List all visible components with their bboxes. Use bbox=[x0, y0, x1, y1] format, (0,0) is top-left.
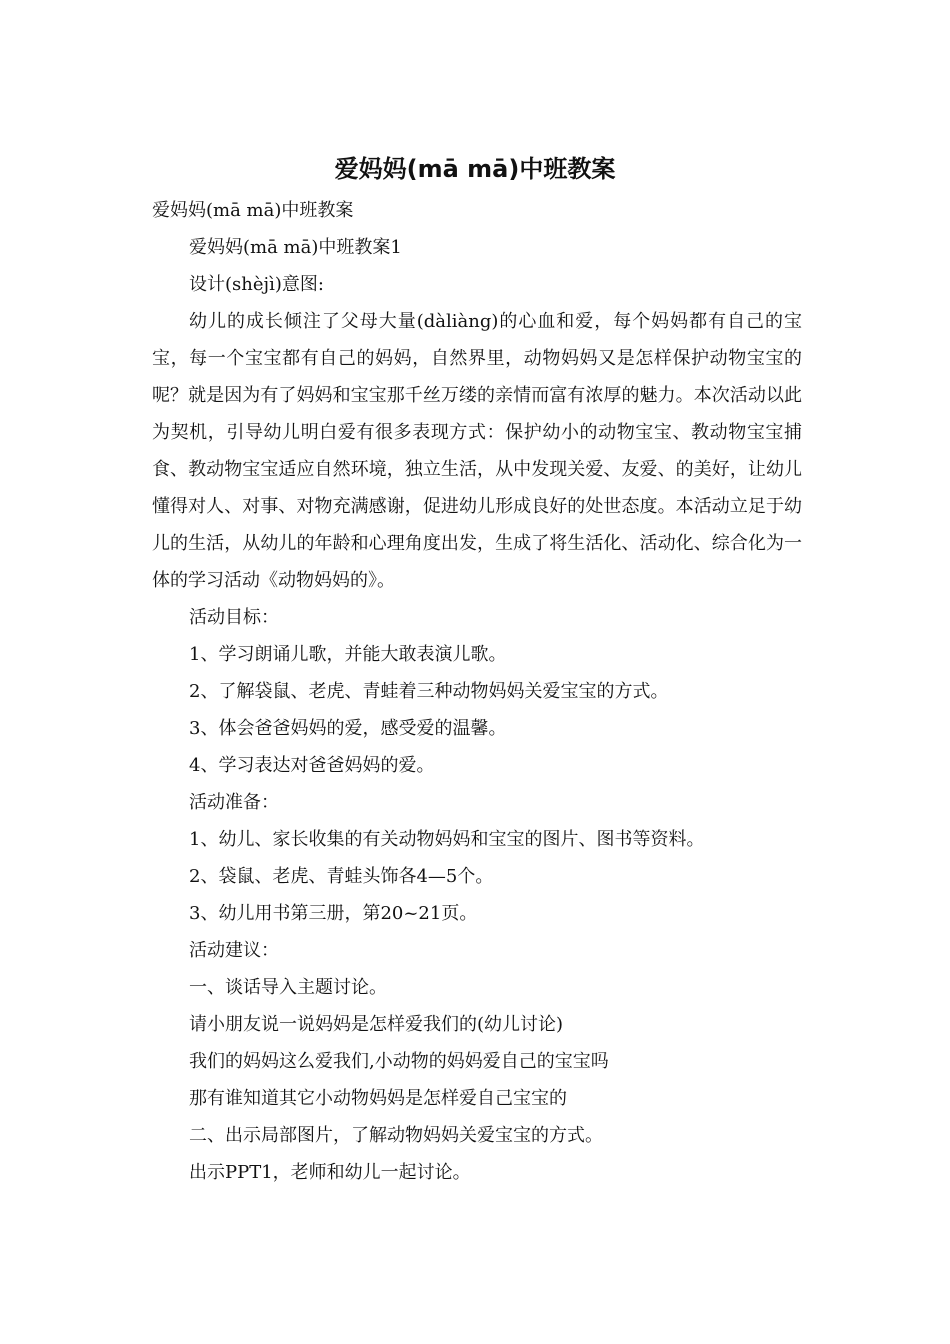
goal-item: 2、了解袋鼠、老虎、青蛙着三种动物妈妈关爱宝宝的方式。 bbox=[189, 681, 669, 702]
step-text: 那有谁知道其它小动物妈妈是怎样爱自己宝宝的 bbox=[189, 1088, 567, 1109]
section-heading: 爱妈妈(mā mā)中班教案1 bbox=[189, 237, 402, 258]
step-heading: 二、出示局部图片，了解动物妈妈关爱宝宝的方式。 bbox=[189, 1125, 603, 1146]
preparation-item: 2、袋鼠、老虎、青蛙头饰各4—5个。 bbox=[189, 866, 494, 887]
goal-item: 4、学习表达对爸爸妈妈的爱。 bbox=[189, 755, 435, 776]
document-body bbox=[152, 192, 802, 1191]
suggestions-heading: 活动建议： bbox=[189, 940, 279, 961]
subtitle-line: 爱妈妈(mā mā)中班教案 bbox=[152, 200, 354, 221]
step-text: 出示PPT1，老师和幼儿一起讨论。 bbox=[189, 1162, 471, 1183]
design-intent-paragraph: 幼儿的成长倾注了父母大量(dàliàng)的心血和爱，每个妈妈都有自己的宝宝，每一个宝宝都有自己的妈妈，自然界里，动物妈妈又是怎样保护动物宝宝的呢？就是因为有了妈妈和宝宝那千丝万缕的亲情而富有浓厚的魅力。本次活动以此为契机，引导幼儿明白爱有很多表现方式：保护幼小的动物宝宝、教动物宝宝捕食、教动物宝宝适应自然环境，独立生活，从中发现关爱、友爱、的美好，让幼儿懂得对人、对事、对物充满感谢，促进幼儿形成良好的处世态度。本活动立足于幼儿的生活，从幼儿的年龄和心理角度出发，生成了将生活化、活动化、综合化为一体的学习活动《动物妈妈的》。 bbox=[152, 311, 802, 591]
step-text: 我们的妈妈这么爱我们,小动物的妈妈爱自己的宝宝吗 bbox=[189, 1051, 609, 1072]
design-intent-heading: 设计(shèjì)意图: bbox=[189, 274, 324, 295]
goals-heading: 活动目标： bbox=[189, 607, 279, 628]
preparation-item: 3、幼儿用书第三册，第20~21页。 bbox=[189, 903, 478, 924]
step-heading: 一、谈话导入主题讨论。 bbox=[189, 977, 387, 998]
preparation-heading: 活动准备： bbox=[189, 792, 279, 813]
preparation-item: 1、幼儿、家长收集的有关动物妈妈和宝宝的图片、图书等资料。 bbox=[189, 829, 705, 850]
goal-item: 3、体会爸爸妈妈的爱，感受爱的温馨。 bbox=[189, 718, 507, 739]
document-title: 爱妈妈(mā mā)中班教案 bbox=[334, 155, 616, 183]
goal-item: 1、学习朗诵儿歌，并能大敢表演儿歌。 bbox=[189, 644, 507, 665]
step-text: 请小朋友说一说妈妈是怎样爱我们的(幼儿讨论) bbox=[189, 1014, 564, 1035]
